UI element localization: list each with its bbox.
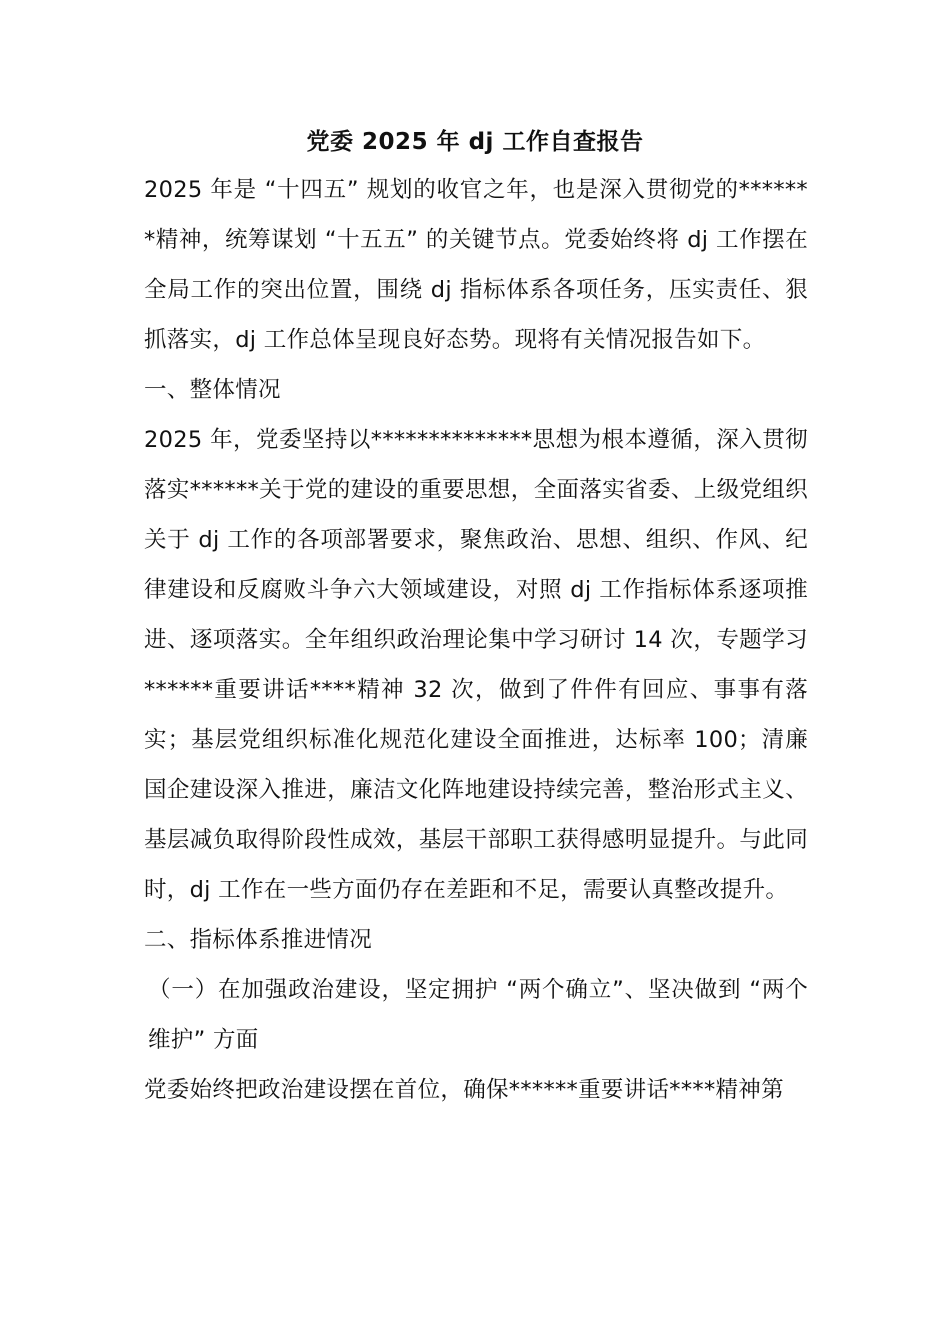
overall-paragraph: 2025 年，党委坚持以**************思想为根本遵循，深入贯彻落实******关于党的建设的重要思想，全面落实省委、上级党组织关于 dj 工作的各项部署要求，聚焦政治、思想、组织、作风、纪律建设和反腐败斗争六大领域建设，对照 dj 工作指标体系逐项推进、逐项落实。全年组织政治理论集中学习研讨 14 次，专题学习******重要讲话****精神 32 次，做到了件件有回应、事事有落实；基层党组织标准化规范化建设全面推进，达标率 100；清廉国企建设深入推进，廉洁文化阵地建设持续完善，整治形式主义、基层减负取得阶段性成效，基层干部职工获得感明显提升。与此同时，dj 工作在一些方面仍存在差距和不足，需要认真整改提升。 <box>144 427 808 903</box>
document-body <box>144 165 808 1115</box>
intro-paragraph: 2025 年是 “十四五” 规划的收官之年，也是深入贯彻党的*******精神，统筹谋划 “十五五” 的关键节点。党委始终将 dj 工作摆在全局工作的突出位置，围绕 dj 指标体系各项任务，压实责任、狠抓落实，dj 工作总体呈现良好态势。现将有关情况报告如下。 <box>144 177 808 353</box>
political-paragraph: 党委始终把政治建设摆在首位，确保******重要讲话****精神第 <box>144 1077 784 1103</box>
section-heading-indicators: 二、指标体系推进情况 <box>144 927 373 953</box>
document-title: 党委 2025 年 dj 工作自查报告 <box>306 129 644 155</box>
subsection-heading-political: （一）在加强政治建设，坚定拥护 “两个确立”、坚决做到 “两个维护” 方面 <box>148 977 808 1053</box>
section-heading-overall: 一、整体情况 <box>144 377 281 403</box>
